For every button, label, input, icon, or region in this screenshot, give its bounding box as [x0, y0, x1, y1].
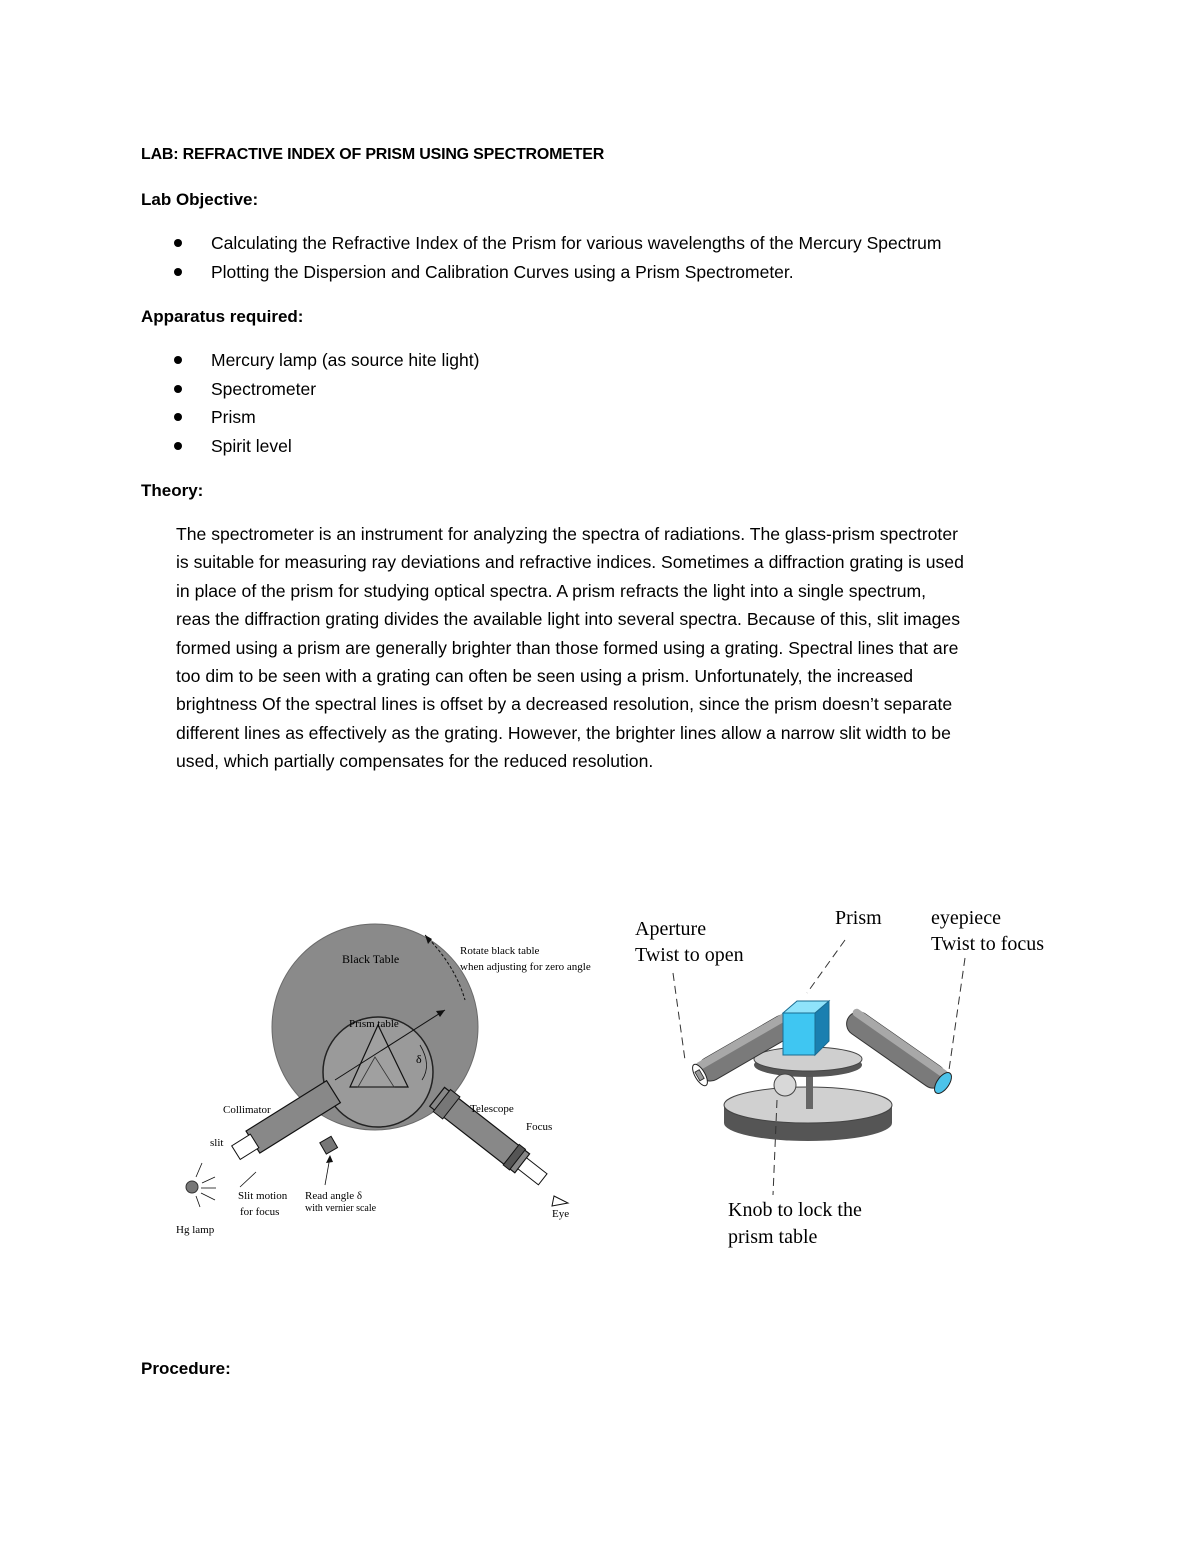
read-angle-arrowhead-icon [326, 1155, 333, 1163]
theory-line: brightness Of the spectral lines is offset by a decreased resolution, since the prism doesn’t separate [176, 694, 953, 715]
telescope [429, 1086, 552, 1191]
eye-icon [552, 1196, 568, 1206]
lamp-ray [201, 1193, 215, 1200]
theory-line: in place of the prism for studying optical spectra. A prism refracts the light into a single spectrum, [176, 580, 927, 601]
eyepiece-label-2: Twist to focus [931, 933, 1045, 955]
hg-lamp-icon [186, 1181, 198, 1193]
read-angle-label-1: Read angle δ [305, 1190, 363, 1202]
rotate-label-2: when adjusting for zero angle [460, 961, 591, 973]
eye-label: Eye [552, 1208, 570, 1220]
procedure-heading: Procedure: [141, 1359, 231, 1378]
hg-lamp-label: Hg lamp [176, 1224, 215, 1236]
objective-heading: Lab Objective: [141, 190, 259, 209]
theory-line: The spectrometer is an instrument for analyzing the spectra of radiations. The glass-prism spectroter [176, 524, 958, 544]
lamp-ray [196, 1196, 200, 1207]
aperture-label-1: Aperture [635, 918, 707, 940]
lamp-ray [202, 1177, 215, 1183]
prism-table-label: Prism table [349, 1018, 399, 1030]
lamp-ray [196, 1163, 202, 1177]
theory-heading: Theory: [141, 481, 204, 500]
spectrometer-perspective-figure [625, 895, 1065, 1255]
prism-label: Prism [835, 907, 882, 929]
list-item: Spectrometer [141, 375, 479, 404]
list-item: Mercury lamp (as source hite light) [141, 346, 479, 375]
spectrometer-3d-diagram [625, 895, 1065, 1255]
spectrometer-top-view-figure [160, 915, 610, 1245]
list-item: Plotting the Dispersion and Calibration Curves using a Prism Spectrometer. [141, 258, 941, 287]
theory-paragraph [176, 520, 1066, 776]
objective-list [141, 229, 941, 286]
theory-line: is suitable for measuring ray deviations and refractive indices. Sometimes a diffraction grating is used [176, 552, 964, 573]
slit-motion-arrow [240, 1172, 256, 1187]
theory-line: reas the diffraction grating divides the available light into several spectra. Because of this, slit images [176, 609, 960, 630]
telescope-label: Telescope [470, 1103, 514, 1115]
theory-line: too dim to be seen with a grating can often be seen using a prism. Unfortunately, the increased [176, 666, 914, 687]
theory-line: different lines as effectively as the grating. However, the brighter lines allow a narrow slit width to be [176, 722, 951, 743]
telescope-tube [842, 1007, 955, 1096]
slit-motion-label-1: Slit motion [238, 1190, 288, 1202]
aperture-pointer [673, 973, 685, 1060]
slit-label: slit [210, 1137, 224, 1149]
eyepiece-label-1: eyepiece [931, 907, 1001, 929]
theory-line: formed using a prism are generally brighter than those formed using a grating. Spectral lines that are [176, 637, 959, 658]
prism-pointer [807, 940, 845, 993]
apparatus-heading: Apparatus required: [141, 307, 304, 326]
list-item: Prism [141, 403, 479, 432]
lock-knob [774, 1074, 796, 1096]
vernier-scale [320, 1136, 338, 1154]
list-item: Calculating the Refractive Index of the Prism for various wavelengths of the Mercury Spectrum [141, 229, 941, 258]
theory-line: used, which partially compensates for the reduced resolution. [176, 751, 654, 772]
rotate-label-1: Rotate black table [460, 945, 540, 957]
aperture-label-2: Twist to open [635, 944, 744, 966]
prism-front-face [783, 1013, 815, 1055]
black-table-label: Black Table [342, 952, 400, 966]
slit-motion-label-2: for focus [240, 1206, 280, 1218]
collimator-label: Collimator [223, 1104, 271, 1116]
collimator [229, 1081, 340, 1164]
delta-label: δ [416, 1052, 422, 1066]
page-title: LAB: REFRACTIVE INDEX OF PRISM USING SPECTROMETER [141, 146, 605, 163]
read-angle-label-2: with vernier scale [305, 1203, 377, 1214]
focus-label: Focus [526, 1121, 553, 1133]
knob-label-1: Knob to lock the [728, 1199, 862, 1221]
list-item: Spirit level [141, 432, 479, 461]
knob-label-2: prism table [728, 1226, 818, 1248]
apparatus-list [141, 346, 479, 460]
eyepiece-pointer [949, 958, 965, 1070]
spectrometer-diagram [160, 915, 610, 1245]
